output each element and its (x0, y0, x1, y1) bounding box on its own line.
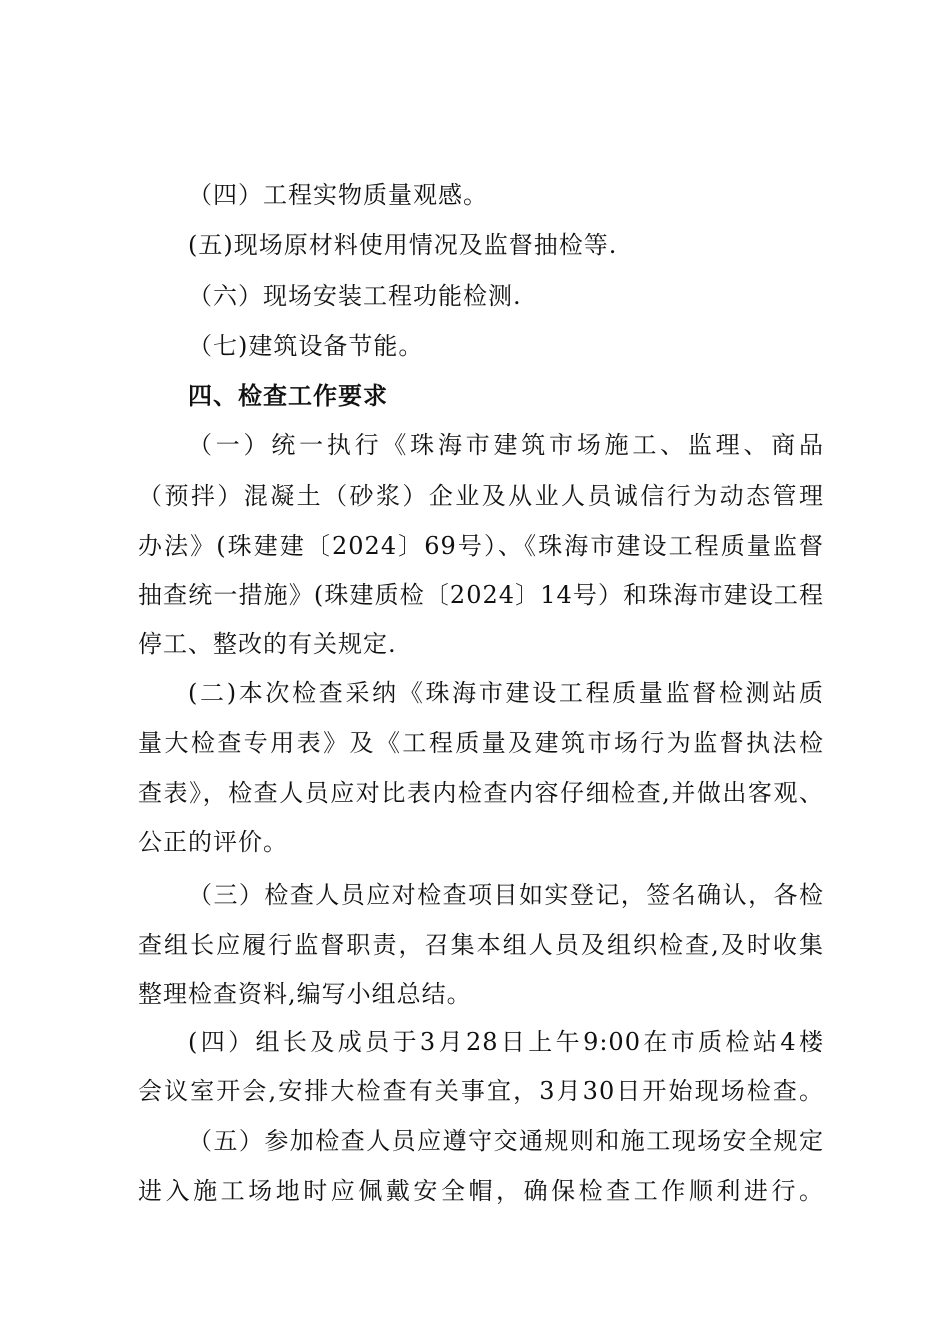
section-heading-requirements: 四、检查工作要求 (188, 382, 388, 410)
item-six-installation: （六）现场安装工程功能检测. (188, 282, 522, 310)
paragraph-one-line-3: 办法》(珠建建〔2024〕69号）、《珠海市建设工程质量监督 (138, 532, 824, 560)
paragraph-two-line-2: 量大检查专用表》及《工程质量及建筑市场行为监督执法检 (138, 729, 824, 757)
paragraph-four-line-1: (四）组长及成员于3月28日上午9:00在市质检站4楼 (188, 1028, 824, 1056)
paragraph-four-line-2: 会议室开会,安排大检查有关事宜，3月30日开始现场检查。 (138, 1077, 824, 1105)
paragraph-one-line-1: （一）统一执行《珠海市建筑市场施工、监理、商品 (188, 431, 824, 459)
item-seven-energy: （七)建筑设备节能。 (188, 332, 424, 360)
paragraph-one-line-5: 停工、整改的有关规定. (138, 630, 397, 658)
paragraph-two-line-1: (二)本次检查采纳《珠海市建设工程质量监督检测站质 (188, 679, 824, 707)
item-five-materials: (五)现场原材料使用情况及监督抽检等. (188, 231, 618, 259)
paragraph-one-line-4: 抽查统一措施》(珠建质检〔2024〕14号）和珠海市建设工程 (138, 581, 824, 609)
paragraph-three-line-2: 查组长应履行监督职责，召集本组人员及组织检查,及时收集 (138, 931, 824, 959)
paragraph-five-line-2: 进入施工场地时应佩戴安全帽，确保检查工作顺利进行。 (138, 1177, 824, 1205)
paragraph-two-line-4: 公正的评价。 (138, 828, 288, 856)
paragraph-five-line-1: （五）参加检查人员应遵守交通规则和施工现场安全规定 (188, 1127, 824, 1155)
item-four-quality-appearance: （四）工程实物质量观感。 (188, 181, 488, 209)
paragraph-three-line-3: 整理检查资料,编写小组总结。 (138, 980, 472, 1008)
paragraph-two-line-3: 查表》，检查人员应对比表内检查内容仔细检查,并做出客观、 (138, 779, 824, 807)
paragraph-one-line-2: （预拌）混凝土（砂浆）企业及从业人员诚信行为动态管理 (138, 482, 824, 510)
paragraph-three-line-1: （三）检查人员应对检查项目如实登记，签名确认，各检 (188, 881, 824, 909)
